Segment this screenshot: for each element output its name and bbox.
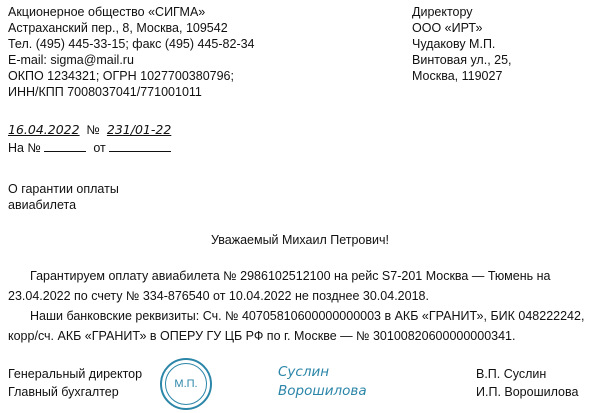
recipient-city: Москва, 119027 bbox=[412, 69, 503, 83]
sender-okpo: ОКПО 1234321; ОГРН 1027700380796; bbox=[8, 69, 234, 83]
signature-director: Суслин bbox=[278, 364, 330, 380]
sender-inn: ИНН/КПП 7008037041/771001011 bbox=[8, 85, 202, 99]
stamp-inner-ring bbox=[165, 363, 207, 405]
signature-positions bbox=[8, 365, 142, 401]
sender-phone: Тел. (495) 445-33-15; факс (495) 445-82-34 bbox=[8, 37, 255, 51]
body-paragraph-bank-details: Наши банковские реквизиты: Сч. № 40705810600000000003 в АКБ «ГРАНИТ», БИК 048222242, корр/сч. АКБ «ГРАНИТ» в ОПЕРУ ГУ ЦБ РФ по г. Москве — № 30100820600000000341. bbox=[8, 309, 585, 343]
sender-company: Акционерное общество «СИГМА» bbox=[8, 5, 206, 19]
signature-accountant: Ворошилова bbox=[278, 383, 367, 399]
body-paragraph-guarantee: Гарантируем оплату авиабилета № 2986102512100 на рейс S7-201 Москва — Тюмень на 23.04.2022 по счету № 334-876540 от 10.04.2022 не позднее 30.04.2018. bbox=[8, 269, 551, 303]
recipient-name: Чудакову М.П. bbox=[412, 37, 496, 51]
name-accountant: И.П. Ворошилова bbox=[476, 385, 579, 399]
recipient-street: Винтовая ул., 25, bbox=[412, 53, 512, 67]
sender-email: E-mail: sigma@mail.ru bbox=[8, 53, 134, 67]
position-accountant: Главный бухгалтер bbox=[8, 385, 119, 399]
reference-label: На № bbox=[8, 141, 41, 155]
reference-number-blank bbox=[44, 140, 86, 152]
registration-number: 231/01-22 bbox=[106, 122, 172, 137]
subject-line-1: О гарантии оплаты bbox=[8, 182, 119, 196]
recipient-block bbox=[412, 4, 512, 84]
name-director: В.П. Суслин bbox=[476, 367, 547, 381]
registration-date: 16.04.2022 bbox=[8, 122, 80, 137]
position-director: Генеральный директор bbox=[8, 367, 143, 381]
recipient-position: Директору bbox=[412, 5, 473, 19]
sender-address: Астраханский пер., 8, Москва, 109542 bbox=[8, 21, 228, 35]
registration-number-sign: № bbox=[86, 123, 100, 137]
subject-line-2: авиабилета bbox=[8, 198, 77, 212]
handwritten-signatures bbox=[278, 363, 367, 401]
signature-names bbox=[476, 365, 578, 401]
reference-date-blank bbox=[109, 140, 171, 152]
stamp bbox=[160, 358, 212, 410]
greeting: Уважаемый Михаил Петрович! bbox=[211, 233, 389, 247]
subject-block bbox=[8, 181, 119, 213]
sender-block bbox=[8, 4, 255, 100]
registration-block bbox=[8, 122, 171, 156]
recipient-company: ООО «ИРТ» bbox=[412, 21, 483, 35]
letter-body bbox=[8, 266, 593, 346]
stamp-text: М.П. bbox=[174, 378, 198, 390]
reference-from-label: от bbox=[93, 141, 106, 155]
